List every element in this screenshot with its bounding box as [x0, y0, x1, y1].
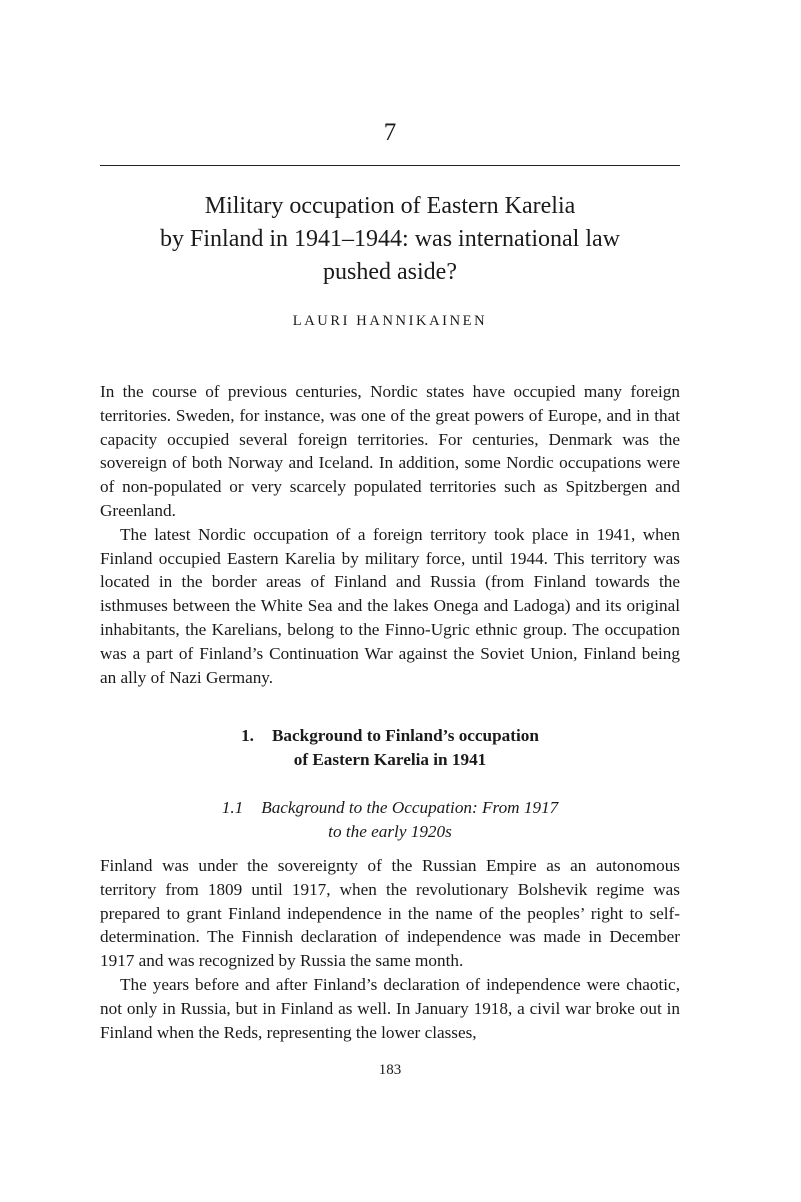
subsection-heading — [100, 796, 680, 844]
chapter-title — [100, 190, 680, 289]
subsection-heading-line — [100, 796, 680, 820]
subsection-title-part: Background to the Occupation: From 1917 — [261, 798, 559, 817]
page-number: 183 — [378, 1062, 402, 1078]
chapter-rule-divider — [100, 165, 680, 166]
chapter-author: LAURI HANNIKAINEN — [292, 313, 488, 329]
section-heading — [100, 724, 680, 772]
body-paragraph: In the course of previous centuries, Nordic states have occupied many foreign territories. Sweden, for instance, was one of the great powers of Europe, and in that capacity occupied several foreign territories. For centuries, Denmark was the sovereign of both Norway and Iceland. In addition, some Nordic occupations were of non-populated or very scarcely populated territories such as Spitzbergen and Greenland. — [100, 382, 680, 520]
chapter-number: 7 — [383, 119, 397, 146]
section-heading-line — [100, 724, 680, 748]
chapter-title-line: by Finland in 1941–1944: was international law — [160, 226, 620, 252]
section-heading-line: of Eastern Karelia in 1941 — [293, 750, 487, 769]
section-text-block — [100, 854, 680, 1044]
chapter-title-line: Military occupation of Eastern Karelia — [204, 193, 576, 219]
body-paragraph: Finland was under the sovereignty of the Russian Empire as an autonomous territory from 1809 until 1917, when the revolutionary Bolshevik regime was prepared to grant Finland independence in the name of the peoples’ right to self-determination. The Finnish declaration of independence was made in December 1917 and was recognized by Russia the same month. — [100, 856, 680, 971]
chapter-title-line: pushed aside? — [323, 259, 457, 285]
section-number: 1. — [241, 726, 254, 745]
subsection-heading-line: to the early 1920s — [328, 822, 452, 841]
body-paragraph: The latest Nordic occupation of a foreign territory took place in 1941, when Finland occupied Eastern Karelia by military force, until 1944. This territory was located in the border areas of Finland and Russia (from Finland towards the isthmuses between the White Sea and the lakes Onega and Ladoga) and its original inhabitants, the Karelians, belong to the Finno-Ugric ethnic group. The occupation was a part of Finland’s Continuation War against the Soviet Union, Finland being an ally of Nazi Germany. — [100, 524, 680, 687]
intro-text-block — [100, 380, 680, 689]
section-title-part: Background to Finland’s occupation — [271, 726, 539, 745]
body-paragraph: The years before and after Finland’s declaration of independence were chaotic, not only in Russia, but in Finland as well. In January 1918, a civil war broke out in Finland when the Reds, representing the lower classes, — [100, 974, 680, 1042]
subsection-number: 1.1 — [221, 798, 244, 817]
